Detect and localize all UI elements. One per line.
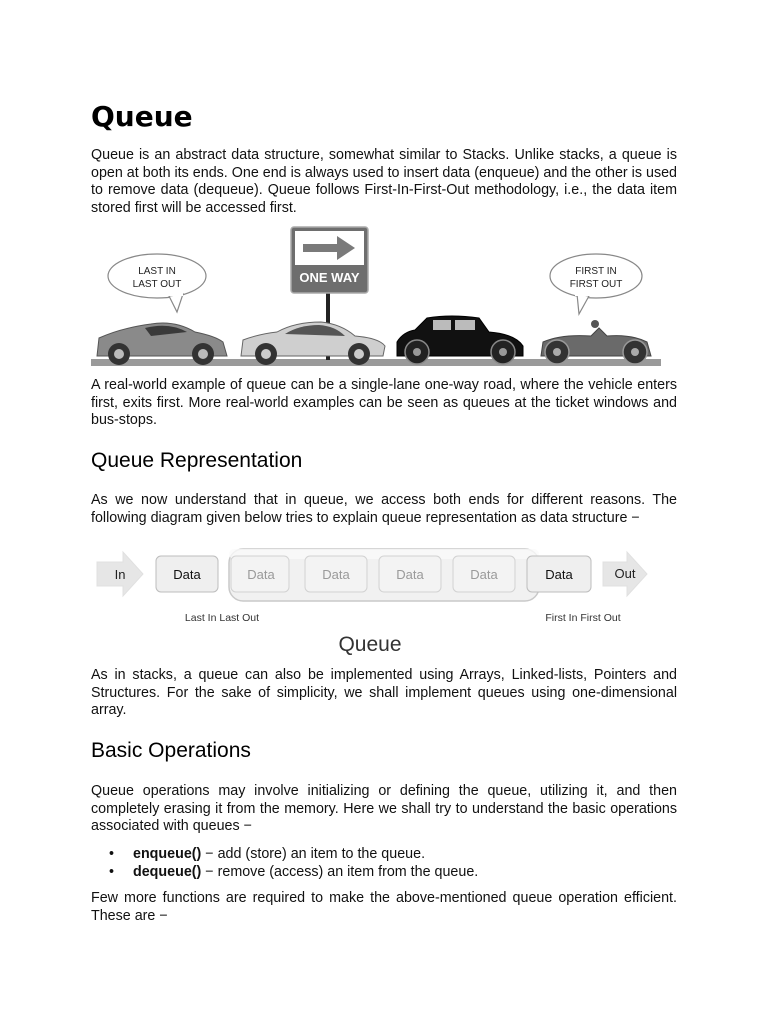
first-in-caption: First In First Out [545,612,621,624]
speech-bubble-right [550,254,642,314]
sports-car-icon [97,323,227,365]
svg-text:Data: Data [173,567,201,582]
list-item [91,846,677,864]
representation-paragraph: As we now understand that in queue, we access both ends for different reasons. The following diagram given below tries to explain queue representation as data structure − [91,492,677,526]
operation-name: dequeue() [133,863,202,880]
operation-name: enqueue() [133,846,202,862]
operation-desc: − add (store) an item to the queue. [201,846,426,862]
list-item [91,864,677,882]
section-heading-representation: Queue Representation [91,449,303,472]
bullet-icon: • [109,863,115,880]
svg-text:LAST IN: LAST IN [138,266,176,277]
page-title: Queue [91,100,193,133]
more-functions-paragraph: Few more functions are required to make the above-mentioned queue operation efficient. These are − [91,890,677,924]
road-example-paragraph: A real-world example of queue can be a single-lane one-way road, where the vehicle enters first, exits first. More real-world examples can be seen as queues at the ticket windows and bus-stops. [91,377,677,428]
svg-text:Data: Data [322,567,350,582]
svg-text:Out: Out [614,566,636,581]
queue-diagram [91,544,677,658]
queue-cell [305,556,367,592]
in-arrow [97,552,143,596]
roadster-car-icon [541,320,651,364]
queue-cell [231,556,289,592]
queue-cell [156,556,218,592]
sedan-car-icon [241,322,385,365]
operation-desc: − remove (access) an item from the queue. [201,863,479,880]
svg-text:In: In [114,567,126,582]
diagram-title: Queue [338,633,402,656]
operations-paragraph: Queue operations may involve initializing or defining the queue, utilizing it, and then completely erasing it from the memory. Here we shall try to understand the basic operations associated with queues − [91,783,677,834]
one-way-sign [291,227,368,293]
implementation-paragraph: As in stacks, a queue can also be implemented using Arrays, Linked-lists, Pointers and Structures. For the sake of simplicity, we shall implement queues using one-dimensional array. [91,667,677,718]
queue-cell [379,556,441,592]
operations-list [91,846,677,881]
sign-text: ONE WAY [299,270,360,285]
bullet-icon: • [109,846,115,862]
svg-text:Data: Data [470,567,498,582]
svg-text:Data: Data [396,567,424,582]
section-heading-operations: Basic Operations [91,739,251,762]
svg-text:Data: Data [247,567,275,582]
one-way-road-illustration [91,224,677,372]
queue-cell [453,556,515,592]
road [91,359,661,366]
svg-text:FIRST OUT: FIRST OUT [569,279,623,290]
svg-text:FIRST IN: FIRST IN [575,266,617,277]
intro-paragraph: Queue is an abstract data structure, somewhat similar to Stacks. Unlike stacks, a queue is open at both its ends. One end is always used to insert data (enqueue) and the other is used to remove data (dequeue). Queue follows First-In-First-Out methodology, i.e., the data item stored first will be accessed first. [91,147,677,216]
vintage-car-icon [397,316,523,364]
queue-cell [527,556,591,592]
speech-bubble-left [108,254,206,312]
svg-text:Data: Data [545,567,573,582]
last-in-caption: Last In Last Out [184,612,260,624]
out-arrow [603,552,647,596]
svg-text:LAST OUT: LAST OUT [132,279,182,290]
